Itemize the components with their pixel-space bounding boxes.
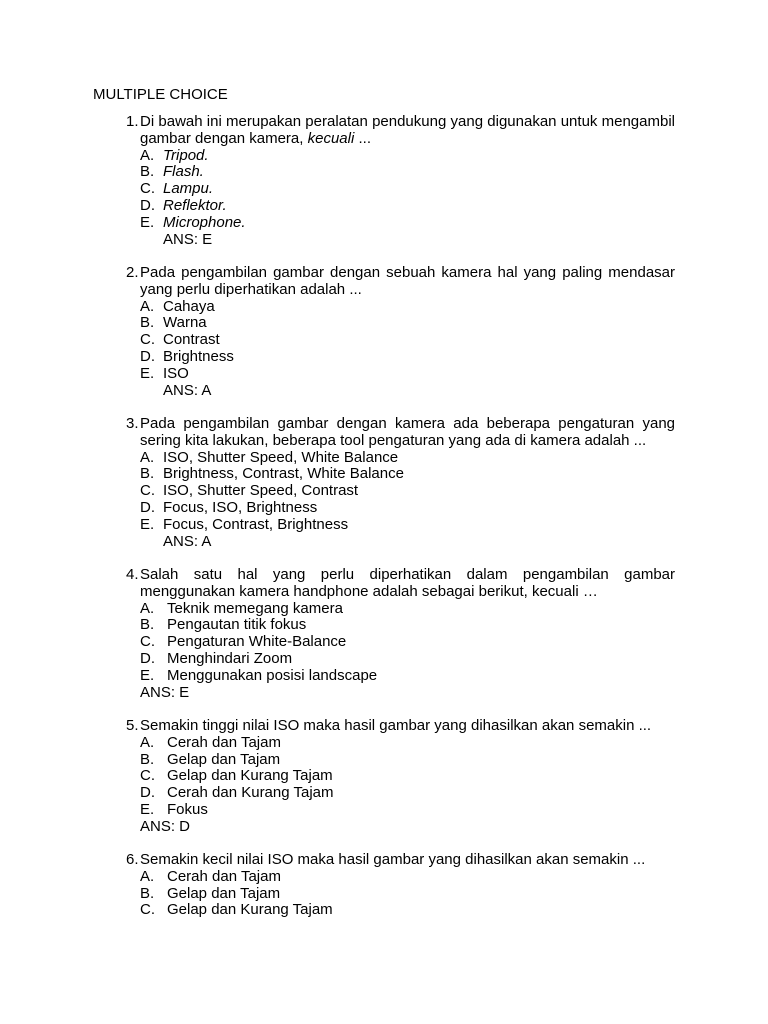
option-list xyxy=(140,601,675,685)
option-c: C. Gelap dan Kurang Tajam xyxy=(140,767,333,785)
option-d: D. Reflektor. xyxy=(140,196,227,214)
answer-key: ANS: D xyxy=(140,817,191,835)
option-b: B. Brightness, Contrast, White Balance xyxy=(140,465,404,483)
question-1 xyxy=(93,114,675,248)
option-a: A. Cerah dan Tajam xyxy=(140,867,281,885)
option-a: A. Cahaya xyxy=(140,297,215,315)
question-2 xyxy=(93,265,675,399)
question-3 xyxy=(93,416,675,550)
option-e: E. Focus, Contrast, Brightness xyxy=(140,515,349,533)
option-b: B. Flash. xyxy=(140,163,204,181)
question-text: Semakin kecil nilai ISO maka hasil gambar yang dihasilkan akan semakin ... xyxy=(140,851,646,868)
question-6 xyxy=(93,852,675,919)
option-c: C. Gelap dan Kurang Tajam xyxy=(140,901,333,919)
question-number: 3. xyxy=(126,415,139,432)
option-list xyxy=(140,148,675,232)
answer-key: ANS: A xyxy=(163,532,212,550)
option-d: D. Menghindari Zoom xyxy=(140,649,293,667)
option-e: E. ISO xyxy=(140,364,189,382)
answer-key: ANS: E xyxy=(140,683,190,701)
option-a: A. Cerah dan Tajam xyxy=(140,733,281,751)
question-text: Pada pengambilan gambar dengan sebuah kamera hal yang paling mendasar yang perlu diperhatikan adalah ... xyxy=(140,264,675,298)
question-number: 2. xyxy=(126,264,139,281)
option-b: B. Gelap dan Tajam xyxy=(140,884,281,902)
option-a: A. ISO, Shutter Speed, White Balance xyxy=(140,448,399,466)
question-number: 4. xyxy=(126,566,139,583)
option-a: A. Tripod. xyxy=(140,146,209,164)
option-b: B. Pengautan titik fokus xyxy=(140,616,307,634)
document-title: MULTIPLE CHOICE xyxy=(93,86,228,103)
option-e: E. Menggunakan posisi landscape xyxy=(140,666,378,684)
question-text: Semakin tinggi nilai ISO maka hasil gambar yang dihasilkan akan semakin ... xyxy=(140,717,652,734)
option-c: C. Pengaturan White-Balance xyxy=(140,633,347,651)
option-e: E. Microphone. xyxy=(140,213,246,231)
option-c: C. Lampu. xyxy=(140,180,214,198)
option-list xyxy=(140,299,675,383)
option-list xyxy=(140,869,675,919)
option-c: C. ISO, Shutter Speed, Contrast xyxy=(140,482,359,500)
question-4 xyxy=(93,567,675,701)
option-list xyxy=(140,450,675,534)
option-d: D. Brightness xyxy=(140,347,234,365)
question-number: 5. xyxy=(126,717,139,734)
option-d: D. Focus, ISO, Brightness xyxy=(140,498,318,516)
option-e: E. Fokus xyxy=(140,800,208,818)
option-list xyxy=(140,735,675,819)
answer-key: ANS: A xyxy=(163,381,212,399)
option-c: C. Contrast xyxy=(140,331,220,349)
option-b: B. Gelap dan Tajam xyxy=(140,750,281,768)
question-text: Salah satu hal yang perlu diperhatikan dalam pengambilan gambar menggunakan kamera handphone adalah sebagai berikut, kecuali … xyxy=(140,566,675,600)
option-b: B. Warna xyxy=(140,314,207,332)
question-text: Di bawah ini merupakan peralatan pendukung yang digunakan untuk mengambil gambar dengan kamera, kecuali ... xyxy=(140,113,675,147)
question-number: 6. xyxy=(126,851,139,868)
question-text: Pada pengambilan gambar dengan kamera ada beberapa pengaturan yang sering kita lakukan, beberapa tool pengaturan yang ada di kamera adalah ... xyxy=(140,415,675,449)
question-5 xyxy=(93,718,675,836)
option-d: D. Cerah dan Kurang Tajam xyxy=(140,784,334,802)
question-number: 1. xyxy=(126,113,139,130)
option-a: A. Teknik memegang kamera xyxy=(140,599,343,617)
answer-key: ANS: E xyxy=(163,230,213,248)
